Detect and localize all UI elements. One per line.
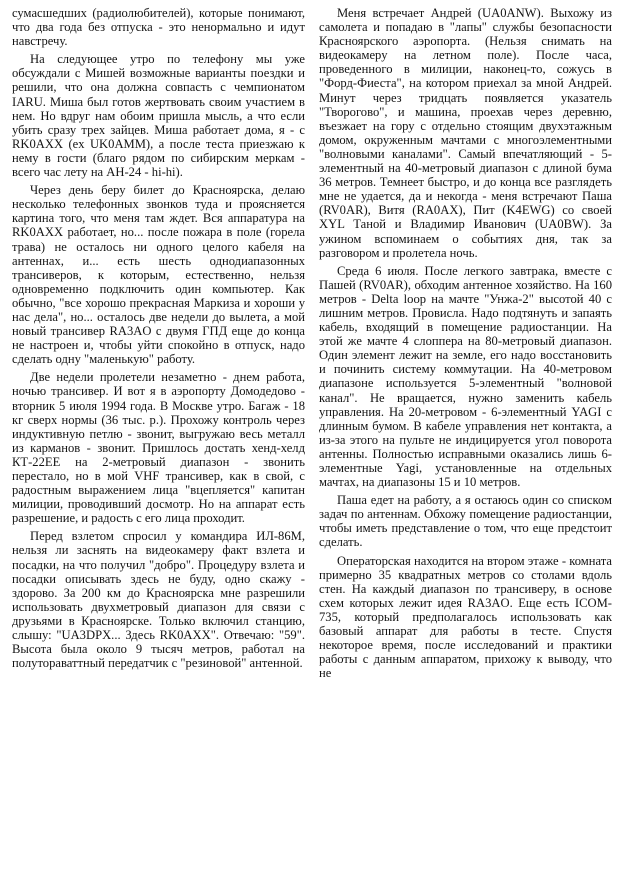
paragraph: Паша едет на работу, а я остаюсь один со списком задач по антеннам. Обхожу помещение радиостанции, чтобы иметь представление о том, что еще предстоит сделать. xyxy=(319,493,612,550)
text-columns xyxy=(12,6,612,886)
paragraph: Две недели пролетели незаметно - днем работа, ночью трансивер. И вот я в аэропорту Домодедово - вторник 5 июля 1994 года. В Москве утро. Багаж - 18 кг сверх нормы (36 тыс. р.). Прохожу контроль через индуктивную петлю - звонит, выгружаю весь металл из карманов - звонит. Пришлось достать хенд-хелд КТ-22ЕЕ на 2-метровый диапазон - звонить перестало, но в мой VHF трансивер, как в свой, с радостным выражением лица "вцепляется" капитан милиции, проводивший досмотр. Но на аппарат есть разрешение, и радость с его лица проходит. xyxy=(12,370,305,526)
paragraph: Через день беру билет до Красноярска, делаю несколько телефонных звонков туда и проясняется картина того, что меня там ждет. Вся аппаратура на RK0AXX работает, но... после пожара в поле (горела трава) не осталось ни одного целого кабеля на антеннах, и... есть шесть однодиапазонных трансиверов, к которым, естественно, нельзя одновременно подключить один компьютер. Как обычно, "все хорошо прекрасная Маркиза и хороши у нас дела", но... осталось две недели до вылета, а мой новый трансивер RA3AO с двумя ГПД еще до конца не настроен и, чтобы уйти спокойно в отпуск, надо сделать одну "маленькую" работу. xyxy=(12,183,305,367)
right-column xyxy=(319,6,612,886)
paragraph: Среда 6 июля. После легкого завтрака, вместе с Пашей (RV0AR), обходим антенное хозяйство. На 160 метров - Delta loop на мачте "Унжа-2" высотой 40 с лишним метров. Провисла. Надо подтянуть и запаять кабель, входящий в помещение радиостанции. На этой же мачте 4 слоппера на 80-метровый диапазон. Один элемент лежит на земле, его надо восстановить и починить систему коммутации. На 40-метровом диапазоне используется 5-элементный "волновой канал". Не вращается, нужно заменить кабель управления. На 20-метровом - 6-элементный YAGI с длинным бумом. В кабеле управления нет контакта, а из-за этого на пульте не индицируется угол поворота антенны. Полностью исправными оказались лишь 6-элементные Yagi, установленные на отдельных мачтах, на диапазоны 15 и 10 метров. xyxy=(319,263,612,490)
left-column xyxy=(12,6,305,886)
paragraph: На следующее утро по телефону мы уже обсуждали с Мишей возможные варианты поездки и решили, что она должна совпасть с чемпионатом IARU. Миша был готов жертвовать своим участием в нем. Но вдруг нам обоим пришла мысль, а что если убить сразу трех зайцев. Миша работает дома, я - с RK0AXX (ex UK0AMM), а после теста приезжаю к нему в гости (благо рядом по сибирским меркам - всего час лету на АН-24 - hi-hi). xyxy=(12,52,305,180)
paragraph: Операторская находится на втором этаже - комната примерно 35 квадратных метров со столами вдоль стен. На каждый диапазон по трансиверу, в основе схем которых лежит идея RA3AO. Еще есть ICOM-735, который предполагалось использовать как базовый аппарат для работы в тесте. Спустя некоторое время, после исследований и практики работы с данным аппаратом, прихожу к выводу, что не xyxy=(319,553,612,681)
paragraph: Перед взлетом спросил у командира ИЛ-86М, нельзя ли заснять на видеокамеру факт взлета и посадки, на что получил "добро". Процедуру взлета и посадки описывать здесь не буду, одно скажу - здорово. За 200 км до Красноярска мне разрешили использовать двухметровый диапазон для связи с друзьями в Красноярске. Только включил станцию, слышу: "UA3DPX... Здесь RK0AXX". Отвечаю: "59". Высота была около 9 тысяч метров, работал на полутораваттный передатчик с "резиновой" антенной. xyxy=(12,529,305,671)
paragraph: сумасшедших (радиолюбителей), которые понимают, что два года без отпуска - это ненормально и идут навстречу. xyxy=(12,6,305,49)
paragraph: Меня встречает Андрей (UA0ANW). Выхожу из самолета и попадаю в "лапы" службы безопасности Красноярского аэропорта. (Нельзя снимать на видеокамеру на летном поле). После часа, проведенного в милиции, наконец-то, сожусь в "Форд-Фиеста", на котором приехал за мной Андрей. Минут через тридцать появляется указатель "Творогово", и машина, проехав через деревню, въезжает на гору с отдельно стоящим двухэтажным домом, окруженным мачтами с многоэлементными "волновыми каналами". Самый впечатляющий - 5-элементный на 40-метровый диапазон с длиной бума 36 метров. Темнеет быстро, и до конца все разглядеть мне не удается, да и некогда - меня встречают Паша (RV0AR), Витя (RA0AX), Пит (K4EWG) со своей XYL Таной и Владимир Иванович (UA0BW). За ужином вспоминаем о событиях дня, так за разговором и пролетела ночь. xyxy=(319,6,612,260)
